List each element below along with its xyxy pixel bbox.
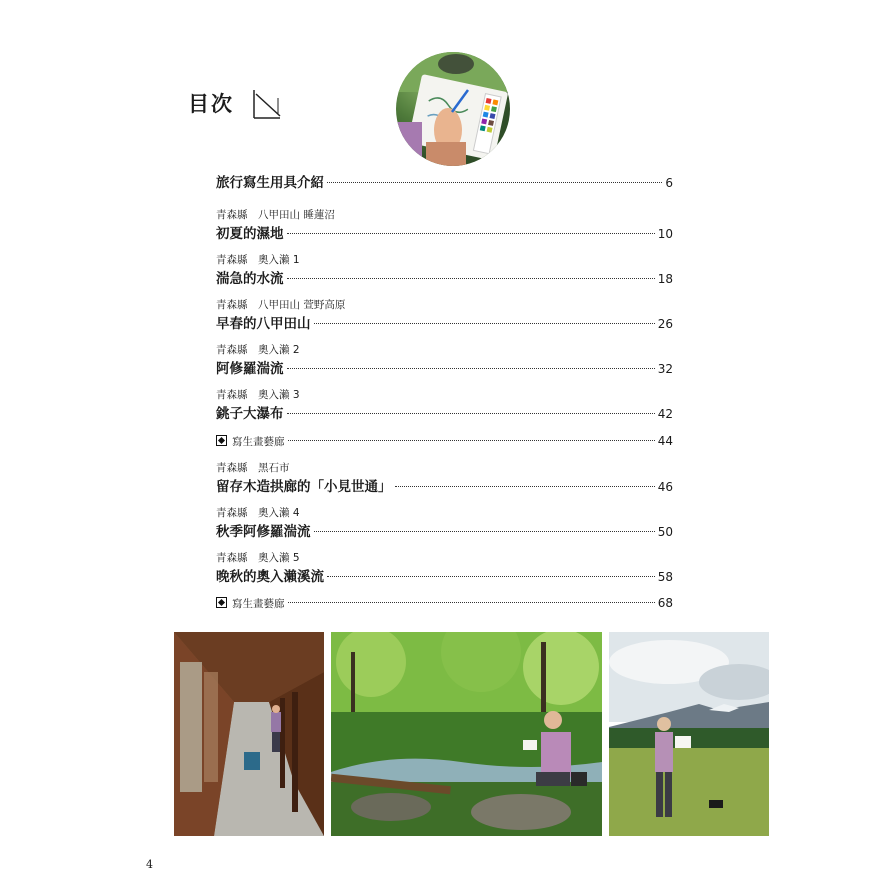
toc-location: 青森縣 奧入瀨 3 bbox=[216, 389, 300, 401]
toc-title: 晚秋的奧入瀨溪流 bbox=[216, 569, 324, 585]
diamond-icon bbox=[216, 597, 227, 608]
toc-page: 58 bbox=[657, 570, 673, 584]
toc-location: 青森縣 奧入瀨 5 bbox=[216, 552, 300, 564]
toc-location: 青森縣 奧入瀨 2 bbox=[216, 344, 300, 356]
dot-leader bbox=[314, 323, 655, 324]
corner-mark-icon bbox=[244, 84, 284, 124]
toc-page: 32 bbox=[657, 362, 673, 376]
toc-page: 68 bbox=[657, 596, 673, 610]
toc-entry[interactable] bbox=[216, 387, 673, 425]
toc-page: 42 bbox=[657, 407, 673, 421]
toc-entry-gallery[interactable] bbox=[216, 594, 673, 612]
toc-entry[interactable] bbox=[216, 252, 673, 290]
painting-hand-photo bbox=[396, 52, 510, 166]
toc-title: 秋季阿修羅湍流 bbox=[216, 524, 311, 540]
toc-title: 銚子大瀑布 bbox=[216, 406, 284, 422]
toc-entry[interactable] bbox=[216, 342, 673, 380]
dot-leader bbox=[395, 486, 655, 487]
toc-entry[interactable] bbox=[216, 460, 673, 498]
dot-leader bbox=[327, 182, 662, 183]
dot-leader bbox=[287, 368, 655, 369]
diamond-icon bbox=[216, 435, 227, 446]
toc-page: 18 bbox=[657, 272, 673, 286]
toc-entry[interactable] bbox=[216, 550, 673, 588]
arcade-corridor-photo bbox=[174, 632, 324, 836]
page-title: 目次 bbox=[188, 91, 234, 116]
dot-leader bbox=[287, 278, 655, 279]
toc-title: 留存木造拱廊的「小見世通」 bbox=[216, 479, 392, 495]
toc-location: 青森縣 奧入瀨 4 bbox=[216, 507, 300, 519]
toc-location: 青森縣 奧入瀨 1 bbox=[216, 254, 300, 266]
toc-entry[interactable] bbox=[216, 207, 673, 245]
toc-title: 寫生畫藝廊 bbox=[232, 436, 285, 448]
toc-entry-gallery[interactable] bbox=[216, 432, 673, 450]
highland-meadow-photo bbox=[609, 632, 769, 836]
toc-entry[interactable] bbox=[216, 297, 673, 335]
toc-title: 旅行寫生用具介紹 bbox=[216, 175, 324, 191]
dot-leader bbox=[314, 531, 655, 532]
toc-title: 早春的八甲田山 bbox=[216, 316, 311, 332]
dot-leader bbox=[287, 413, 655, 414]
table-of-contents bbox=[216, 170, 673, 612]
toc-page: 6 bbox=[665, 176, 673, 190]
dot-leader bbox=[327, 576, 655, 577]
toc-page: 50 bbox=[657, 525, 673, 539]
toc-entry[interactable] bbox=[216, 172, 673, 194]
toc-title: 阿修羅湍流 bbox=[216, 361, 284, 377]
dot-leader bbox=[287, 233, 655, 234]
toc-page: 46 bbox=[657, 480, 673, 494]
toc-title: 寫生畫藝廊 bbox=[232, 598, 285, 610]
toc-page: 26 bbox=[657, 317, 673, 331]
forest-stream-photo bbox=[331, 632, 602, 836]
toc-location: 青森縣 八甲田山 睡蓮沼 bbox=[216, 209, 335, 221]
toc-title: 湍急的水流 bbox=[216, 271, 284, 287]
dot-leader bbox=[288, 440, 655, 441]
toc-location: 青森縣 八甲田山 萱野高原 bbox=[216, 299, 346, 311]
toc-title: 初夏的濕地 bbox=[216, 226, 284, 242]
toc-entry[interactable] bbox=[216, 505, 673, 543]
page-number: 4 bbox=[146, 858, 153, 871]
toc-page: 10 bbox=[657, 227, 673, 241]
toc-page: 44 bbox=[657, 434, 673, 448]
dot-leader bbox=[288, 602, 655, 603]
toc-location: 青森縣 黑石市 bbox=[216, 462, 290, 474]
